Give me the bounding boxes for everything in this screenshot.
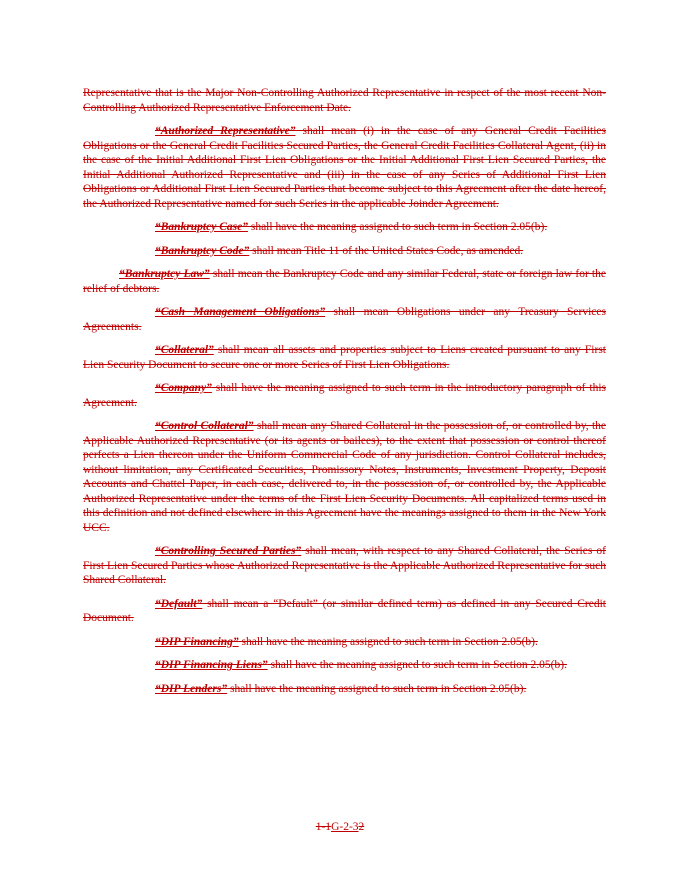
text-segment: shall have the meaning assigned to such term in Section 2.05(b). <box>247 221 548 233</box>
text-segment: shall mean (i) in the case of any General Credit Facilities Obligations or the General Credit Facilities Secured Parties, the General Credit Facilities Collateral Agent, (ii) in the case of the Initial Additional First Lien Obligations or the Initial Additional First Lien Secured Parties, the Initial Additional Authorized Representative and (iii) in the case of any Series of Additional First Lien Obligations or Additional First Lien Secured Parties that become subject to this Agreement after the date hereof, the Authorized Representative named for such Series in the applicable Joinder Agreement. <box>83 125 606 210</box>
defined-term: “Collateral” <box>155 344 214 356</box>
text-segment: shall mean Title 11 of the United States Code, as amended. <box>249 244 524 257</box>
paragraph <box>83 597 606 626</box>
defined-term: “DIP Financing Liens” <box>155 659 268 671</box>
paragraph <box>83 86 606 115</box>
text-segment: shall mean the Bankruptcy Code and any similar Federal, state or foreign law for the relief of debtors. <box>83 268 606 295</box>
page-number-segment: 1-1 <box>315 820 332 833</box>
defined-term: “Cash Management Obligations” <box>155 306 326 318</box>
defined-term: “Default” <box>155 597 203 610</box>
document-body <box>83 86 606 705</box>
paragraph <box>83 220 606 235</box>
text-segment: shall have the meaning assigned to such term in the introductory paragraph of this Agreement. <box>83 382 606 409</box>
page-number-segment: G-2-3 <box>331 820 359 833</box>
defined-term: “Bankruptcy Code” <box>155 244 250 257</box>
defined-term: “Authorized Representative” <box>155 125 296 137</box>
defined-term: “DIP Lenders” <box>155 682 228 695</box>
paragraph <box>83 635 606 650</box>
defined-term: “DIP Financing” <box>155 635 239 648</box>
paragraph <box>83 544 606 588</box>
paragraph <box>83 124 606 211</box>
text-segment: shall mean all assets and properties subject to Liens created pursuant to any First Lien Security Document to secure one or more Series of First Lien Obligations. <box>83 344 606 371</box>
text-segment: shall have the meaning assigned to such term in Section 2.05(b). <box>227 682 527 695</box>
text-segment: shall mean Obligations under any Treasury Services Agreements. <box>83 306 606 333</box>
paragraph <box>83 244 606 259</box>
defined-term: “Controlling Secured Parties” <box>155 545 302 557</box>
text-segment: shall have the meaning assigned to such term in Section 2.05(b). <box>267 659 567 671</box>
paragraph <box>83 419 606 535</box>
paragraph <box>83 658 606 673</box>
paragraph <box>83 305 606 334</box>
text-segment: Representative that is the Major Non-Controlling Authorized Representative in respect of the most recent Non-Controlling Authorized Representative Enforcement Date. <box>83 87 606 114</box>
defined-term: “Company” <box>155 382 212 394</box>
text-segment: shall mean, with respect to any Shared Collateral, the Series of First Lien Secured Parties whose Authorized Representative is the Applicable Authorized Representative for such Shared Collateral. <box>83 545 606 586</box>
defined-term: “Control Collateral” <box>155 420 254 432</box>
paragraph <box>83 381 606 410</box>
defined-term: “Bankruptcy Law” <box>119 268 210 280</box>
text-segment: shall have the meaning assigned to such term in Section 2.05(b). <box>238 635 538 648</box>
text-segment: shall mean any Shared Collateral in the possession of, or controlled by, the Applicable Authorized Representative (or its agents or bailees), to the extent that possession or control thereof perfects a Lien thereon under the Uniform Commercial Code of any jurisdiction. Control Collateral includes, without limitation, any Certificated Securities, Promissory Notes, Instruments, Investment Property, Deposit Accounts and Chattel Paper, in each case, delivered to, in the possession of, or controlled by, the Applicable Authorized Representative under the terms of the First Lien Security Documents. All capitalized terms used in this definition and not defined elsewhere in this Agreement have the meanings assigned to them in the New York UCC. <box>83 420 606 534</box>
paragraph <box>83 343 606 372</box>
text-segment: shall mean a “Default” (or similar defined term) as defined in any Secured Credit Document. <box>83 597 606 624</box>
paragraph <box>83 682 606 697</box>
defined-term: “Bankruptcy Case” <box>155 221 248 233</box>
page-number <box>0 820 680 835</box>
page-number-segment: 2 <box>358 820 365 833</box>
paragraph <box>83 267 606 296</box>
